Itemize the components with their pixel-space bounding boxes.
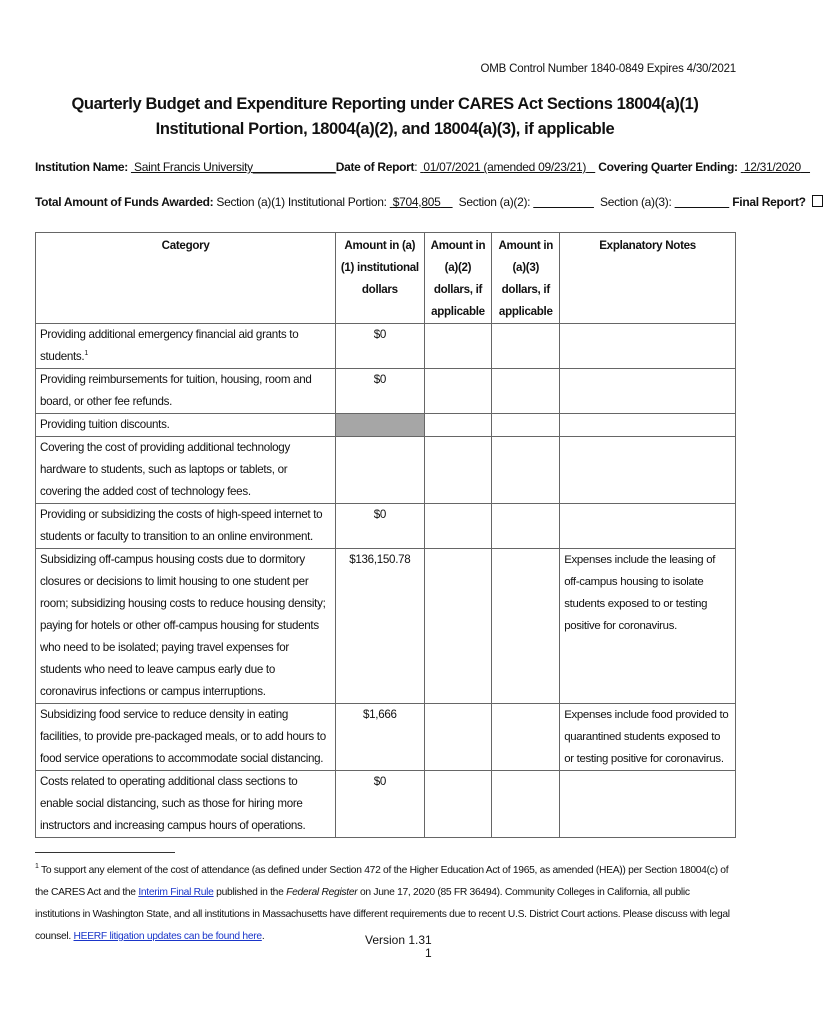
row-amount-a2[interactable] [424, 414, 492, 437]
table-row [36, 414, 736, 437]
row-category: Covering the cost of providing additional technology hardware to students, such as laptops or tablets, or covering the added cost of technology fees. [36, 437, 336, 504]
footnote-text: published in the [213, 887, 287, 898]
row-category: Subsidizing off-campus housing costs due to dormitory closures or decisions to limit housing to one student per room; subsidizing housing costs to reduce housing density; paying for hotels or other off-campus housing for students who need to be isolated; paying travel expenses for students who need to leave campus early due to coronavirus infections or campus interruptions. [36, 549, 336, 704]
row-amount-a2[interactable] [424, 324, 492, 369]
footnote-text: To support any element of the cost of attendance (as defined under Section 472 of the Higher Education Act of 1965, as amended (HEA)) per Section 18004(c) of the CARES Act and the [35, 865, 729, 898]
row-notes[interactable] [560, 324, 736, 369]
row-amount-a3[interactable] [492, 414, 560, 437]
row-amount-a3[interactable] [492, 771, 560, 838]
row-notes[interactable]: Expenses include food provided to quarantined students exposed to or testing positive for coronavirus. [560, 704, 736, 771]
row-amount-a1[interactable]: $136,150.78 [336, 549, 424, 704]
quarter-value[interactable]: 12/31/2020 [743, 160, 801, 174]
table-row [36, 549, 736, 704]
header-amount-a3: Amount in (a)(3) dollars, if applicable [492, 233, 560, 324]
page-title: Quarterly Budget and Expenditure Reporting under CARES Act Sections 18004(a)(1) Institutional Portion, 18004(a)(2), and 18004(a)(3), if applicable [71, 95, 699, 138]
row-notes[interactable] [560, 414, 736, 437]
final-report-checkbox[interactable] [812, 195, 823, 207]
header-amount-a1: Amount in (a)(1) institutional dollars [336, 233, 424, 324]
row-amount-a1[interactable]: $0 [336, 324, 424, 369]
interim-final-rule-link[interactable]: Interim Final Rule [138, 887, 214, 898]
row-amount-a1[interactable]: $0 [336, 504, 424, 549]
row-category: Providing tuition discounts. [36, 414, 336, 437]
a2-value[interactable] [533, 195, 594, 209]
row-amount-a3[interactable] [492, 504, 560, 549]
row-category: Providing or subsidizing the costs of high-speed internet to students or faculty to transition to an online environment. [36, 504, 336, 549]
institution-value[interactable]: Saint Francis University_____________ [134, 160, 336, 174]
row-notes[interactable] [560, 437, 736, 504]
institution-line: Institution Name: Saint Francis University_____________Date of Report: 01/07/2021 (amended 09/23/21) Covering Quarter Ending: 12/31/2020 [35, 160, 810, 174]
page-number: 1 [425, 946, 432, 960]
institution-label: Institution Name [35, 160, 125, 174]
a1-label: Section (a)(1) Institutional Portion: [216, 195, 387, 209]
a2-label: Section (a)(2): [458, 195, 531, 209]
row-amount-a3[interactable] [492, 704, 560, 771]
footnote-ref: 1 [84, 350, 88, 357]
row-amount-a2[interactable] [424, 704, 492, 771]
row-category: Providing additional emergency financial aid grants to students.$^1$ [36, 324, 336, 369]
row-category: Subsidizing food service to reduce density in eating facilities, to provide pre-packaged meals, or to add hours to food service operations to accommodate social distancing. [36, 704, 336, 771]
a3-value[interactable] [675, 195, 730, 209]
row-notes[interactable] [560, 369, 736, 414]
federal-register-italic: Federal Register [286, 887, 358, 898]
footnote-divider [35, 852, 175, 853]
row-amount-a1-shaded [336, 414, 424, 437]
budget-table [35, 232, 736, 838]
footnote-text: on June 17, 2020 (85 FR 36494). Community Colleges in California, all public institutions in Washington State, and all institutions in Massachusetts have different requirements due to recent U.S. District Court actions. Please discuss with legal counsel. [35, 887, 730, 942]
row-amount-a3[interactable] [492, 324, 560, 369]
header-notes: Explanatory Notes [560, 233, 736, 324]
row-amount-a2[interactable] [424, 771, 492, 838]
a1-value[interactable]: $704,805 [392, 195, 441, 209]
row-notes[interactable] [560, 771, 736, 838]
final-report-label: Final Report? [732, 195, 806, 209]
table-row [36, 771, 736, 838]
row-amount-a1[interactable]: $0 [336, 369, 424, 414]
date-value[interactable]: 01/07/2021 (amended 09/23/21) [423, 160, 587, 174]
header-amount-a2: Amount in (a)(2) dollars, if applicable [424, 233, 492, 324]
table-row [36, 504, 736, 549]
row-amount-a2[interactable] [424, 549, 492, 704]
table-row [36, 704, 736, 771]
heerf-litigation-link[interactable]: HEERF litigation updates can be found here [73, 931, 262, 942]
row-amount-a3[interactable] [492, 369, 560, 414]
version-label: Version 1.31 [365, 933, 432, 947]
date-label: Date of Report [335, 160, 415, 174]
row-amount-a2[interactable] [424, 504, 492, 549]
footnote-marker: 1 [35, 863, 39, 870]
table-row [36, 324, 736, 369]
funds-line [35, 195, 823, 209]
row-notes[interactable] [560, 504, 736, 549]
row-notes[interactable]: Expenses include the leasing of off-campus housing to isolate students exposed to or testing positive for coronavirus. [560, 549, 736, 704]
row-amount-a2[interactable] [424, 369, 492, 414]
table-row [36, 369, 736, 414]
table-row [36, 437, 736, 504]
row-amount-a3[interactable] [492, 549, 560, 704]
total-funds-label: Total Amount of Funds Awarded: [35, 195, 214, 209]
omb-control-number: OMB Control Number 1840-0849 Expires 4/30/2021 [480, 63, 736, 75]
row-amount-a1[interactable] [336, 437, 424, 504]
row-amount-a1[interactable]: $1,666 [336, 704, 424, 771]
a3-label: Section (a)(3): [600, 195, 672, 209]
quarter-label: Covering Quarter Ending: [598, 160, 738, 174]
footnote-text: . [261, 931, 265, 942]
row-category: Providing reimbursements for tuition, housing, room and board, or other fee refunds. [36, 369, 336, 414]
row-amount-a3[interactable] [492, 437, 560, 504]
row-amount-a2[interactable] [424, 437, 492, 504]
table-header-row [36, 233, 736, 324]
row-amount-a1[interactable]: $0 [336, 771, 424, 838]
row-category: Costs related to operating additional class sections to enable social distancing, such as those for hiring more instructors and increasing campus hours of operations. [36, 771, 336, 838]
header-category: Category [36, 233, 336, 324]
